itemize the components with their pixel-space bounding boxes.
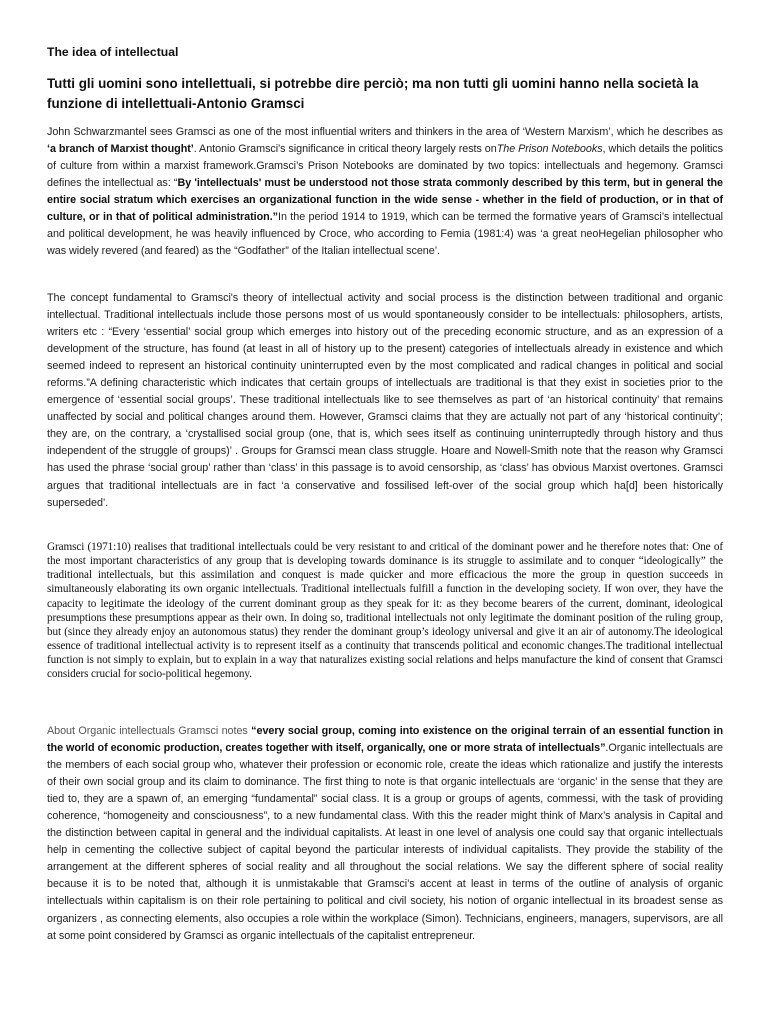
paragraph-intro	[47, 124, 723, 260]
bold-quote: “every social group, coming into existence on the original terrain of an essential function in the world of economic production, creates together with itself, organically, one or more strata of intellectuals”	[47, 725, 723, 755]
paragraph-text: In the period 1914 to 1919, which can be termed the formative years of Gramsci’s intellectual and political development, he was heavily influenced by Croce, who according to Femia (1981:4) was ‘a great neoHegelian philosopher who was widely revered (and feared) as the “Godfather” of the Italian intellectual scene’.	[47, 211, 723, 258]
paragraph-text: John Schwarzmantel sees Gramsci as one of the most influential writers and thinkers in the area of ‘Western Marxism’, which he describes as	[47, 126, 723, 138]
paragraph-text: .Organic intellectuals are the members of each social group who, whatever their profession or economic role, create the ideas which rationalize and justify the interests of their own social group and its claim to dominance. The first thing to note is that organic intellectuals are ‘organic’ in the sense that they are tied to, they are a spawn of, an emerging “fundamental” social class. It is a group or groups of agents, commessi, with the task of providing coherence, “homogeneity and consciousness”, to a new fundamental class. With this the reader might think of Marx’s analysis in Capital and the distinction between capital in general and the individual capitalists. At least in one level of analysis one could say that organic intellectuals help in cementing the collective subject of capital beyond the particular interests of individual capitalists. They provide the stability of the arrangement at the different spheres of social reality and all throughout the social relations. We say the different sphere of social reality because it is to be noted that, although it is unmistakable that Gramsci’s accent at least in terms of the outline of analysis of organic intellectuals within capitalism is on their role pertaining to political and civil society, his notion of organic intellectual in its broadest sense as organizers , as connecting elements, also occupies a role within the workplace (Simon). Technicians, engineers, managers, supervisors, are all at some point considered by Gramsci as organic intellectuals of the capitalist entrepreneur.	[47, 742, 723, 942]
paragraph-text: , which details the politics of culture from within a marxist framework.Gramsci’s Prison Notebooks are dominated by two topics: intellectuals and hegemony. Gramsci defines the intellectual as: “	[47, 143, 723, 190]
bold-quote: ‘a branch of Marxist thought’	[47, 143, 194, 156]
book-title: The Prison Notebooks	[496, 143, 603, 156]
paragraph-gramsci-quote: Gramsci (1971:10) realises that traditional intellectuals could be very resistant to and critical of the dominant power and he therefore notes that: One of the most important characteristics of any group that is developing towards dominance is its struggle to assimilate and to conquer “ideologically” the traditional intellectuals, but this assimilation and conquest is made quicker and more efficacious the more the group in question succeeds in simultaneously elaborating its own organic intellectuals. Traditional intellectuals fulfill a function in the developing society. If won over, they have the capacity to legitimate the ideology of the current dominant group as they speak for it: as they become bearers of the current, dominant, ideological presumptions these presumptions appear as their own. In doing so, traditional intellectuals not only legitimate the dominant position of the ruling group, but (since they already enjoy an autonomous status) they render the dominant group’s ideology universal and give it an air of autonomy.The ideological essence of traditional intellectual activity is to represent itself as a continuity that transcends political and economic changes.The traditional intellectual function is not simply to explain, but to explain in a way that naturalizes existing social relations and helps manufacture the kind of consent that Gramsci considers crucial for socio-political hegemony.	[47, 541, 723, 681]
epigraph-quote: Tutti gli uomini sono intellettuali, si potrebbe dire perciò; ma non tutti gli uomini hanno nella società la funzione di intellettuali-Antonio Gramsci	[47, 76, 699, 111]
paragraph-traditional-intellectuals: The concept fundamental to Gramsci's theory of intellectual activity and social process is the distinction between traditional and organic intellectual. Traditional intellectuals include those persons most of us would spontaneously consider to be intellectuals: philosophers, artists, writers etc : “Every ‘essential’ social group which emerges into history out of the preceding economic structure, and as an expression of a development of the structure, has found (at least in all of history up to the present) categories of intellectuals already in existence and which seemed indeed to represent an historical continuity uninterrupted even by the most complicated and radical changes in political and social reforms.”A defining characteristic which indicates that certain groups of intellectuals are traditional is that they exist in societies prior to the emergence of ‘essential social groups’. These traditional intellectuals like to see themselves as part of ‘an historical continuity’ that remains unaffected by social and political changes around them. However, Gramsci claims that they are actually not part of any ‘historical continuity’; they are, on the contrary, a ‘crystallised social group (one, that is, which sees itself as continuing uninterruptedly through history and thus independent of the struggle of groups)’ . Groups for Gramsci mean class struggle. Hoare and Nowell-Smith note that the reason why Gramsci has used the phrase ‘social group’ rather than ‘class’ in this passage is to avoid censorship, as ‘class’ has obvious Marxist overtones. Gramsci argues that traditional intellectuals are in fact ‘a conservative and fossilised left-over of the social group which ha[d] been historically superseded’.	[47, 292, 723, 509]
document-title: The idea of intellectual	[47, 45, 179, 59]
paragraph-organic-intellectuals	[47, 723, 723, 945]
paragraph-lead: About Organic intellectuals Gramsci notes	[47, 725, 252, 737]
bold-quote: By 'intellectuals' must be understood not those strata commonly described by this term, but in general the entire social stratum which exercises an organizational function in the wide sense - whether in the field of production, or in that of culture, or in that of political administration.”	[47, 177, 723, 224]
paragraph-text: . Antonio Gramsci's significance in critical theory largely rests on	[193, 143, 497, 156]
